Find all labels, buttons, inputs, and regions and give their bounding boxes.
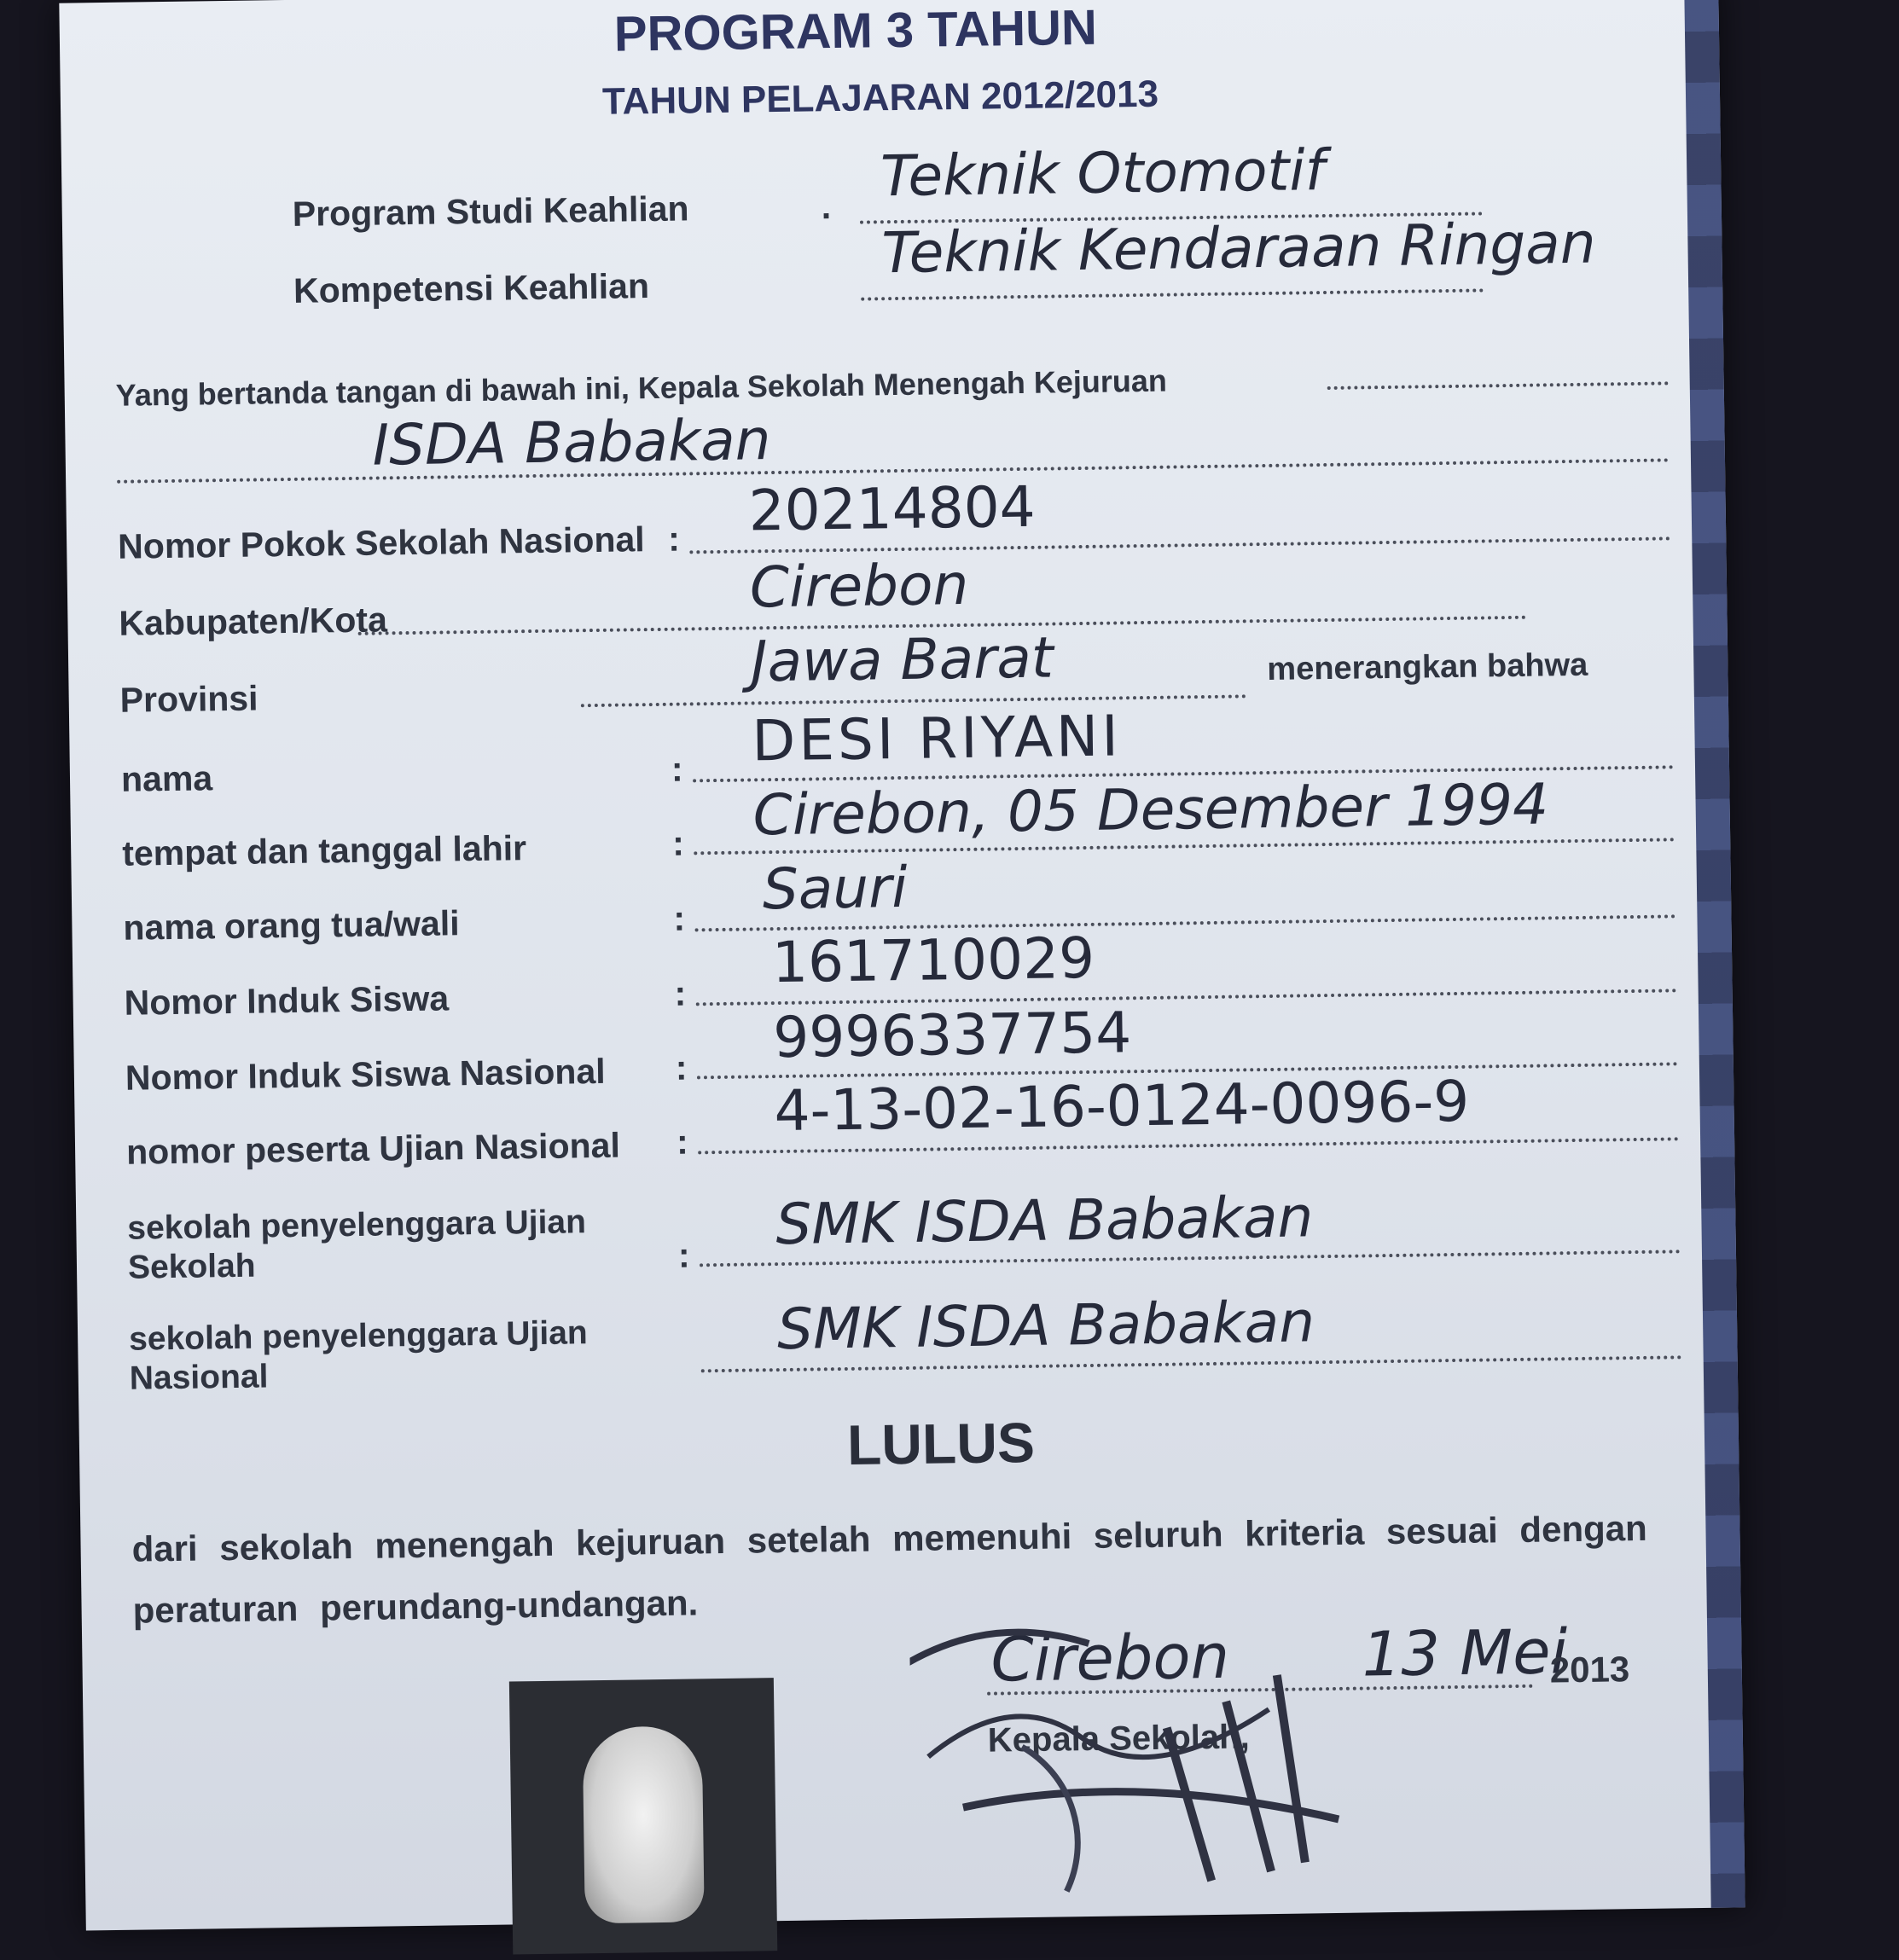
result-lulus: LULUS xyxy=(846,1410,1036,1476)
npsn-value: 20214804 xyxy=(748,473,1037,544)
provinsi-label: Provinsi xyxy=(119,678,258,720)
nisn-value: 9996337754 xyxy=(772,1000,1132,1071)
signature-title: Kepala Sekolah, xyxy=(987,1718,1250,1760)
binder-edge xyxy=(1684,0,1745,1908)
ortu-label: nama orang tua/wali xyxy=(123,903,460,948)
signature-year: 2013 xyxy=(1549,1649,1630,1690)
program-title: PROGRAM 3 TAHUN xyxy=(613,0,1098,62)
signature-date: 13 Mei xyxy=(1361,1615,1568,1690)
ortu-value: Sauri xyxy=(762,854,909,923)
academic-year: TAHUN PELAJARAN 2012/2013 xyxy=(601,72,1159,123)
sekolah-us-label-2: Sekolah xyxy=(127,1247,256,1286)
npsn-label: Nomor Pokok Sekolah Nasional xyxy=(117,519,645,566)
ttl-label: tempat dan tanggal lahir xyxy=(121,828,527,873)
sekolah-un-label-1: sekolah penyelenggara Ujian xyxy=(128,1314,588,1358)
statement-line-2: peraturan perundang-undangan. xyxy=(132,1582,699,1631)
menerangkan-text: menerangkan bahwa xyxy=(1267,647,1588,687)
nis-value: 161710029 xyxy=(771,925,1095,996)
peserta-un-value: 4-13-02-16-0124-0096-9 xyxy=(773,1068,1470,1145)
sekolah-us-value: SMK ISDA Babakan xyxy=(775,1184,1314,1258)
kabupaten-value: Cirebon xyxy=(749,551,969,621)
provinsi-value: Jawa Barat xyxy=(750,624,1054,695)
sekolah-us-label-1: sekolah penyelenggara Ujian xyxy=(127,1203,587,1247)
kabupaten-label: Kabupaten/Kota xyxy=(119,600,388,643)
ttl-value: Cirebon, 05 Desember 1994 xyxy=(752,771,1549,849)
nis-label: Nomor Induk Siswa xyxy=(124,978,450,1023)
program-studi-value: Teknik Otomotif xyxy=(880,136,1326,210)
intro-text: Yang bertanda tangan di bawah ini, Kepala Sekolah Menengah Kejuruan xyxy=(115,362,1168,413)
kompetensi-value: Teknik Kendaraan Ringan xyxy=(880,210,1597,287)
school-name: ISDA Babakan xyxy=(372,407,771,478)
signature-place: Cirebon xyxy=(990,1620,1230,1696)
student-face xyxy=(583,1725,705,1923)
kompetensi-label: Kompetensi Keahlian xyxy=(293,266,650,310)
certificate-paper: PROGRAM 3 TAHUN TAHUN PELAJARAN 2012/2013 Program Studi Keahlian . Teknik Otomotif Kompetensi Keahlian Teknik Kendaraan Ringan Yang bertanda tangan di bawah ini, Kepala Sekolah Menengah Kejuruan ISDA Babakan Nomor Pokok Sekolah Nasional : 20214804 Kabupaten/Kota Cirebon Provinsi Jawa Barat menerangkan bahwa nama : DESI RIYANI tempat dan tanggal lahir : Cirebon, 05 Desember 1994 nama orang tua/wali : Sauri Nomor Induk Siswa : 161710029 Nomor Induk Siswa Nasional : 9996337754 nomor peserta Ujian Nasional : 4-13-02-16-0124-0096-9 sekolah penyelenggara Ujian Sekolah : SMK ISDA Babakan sekolah penyelenggara Ujian Nasional SMK ISDA Babakan LULUS dari sekolah menengah kejuruan setelah memenuhi seluruh kriteria sesuai dengan peraturan perundang-undangan. Cirebon 13 Mei 2013 Kepala Sekolah, xyxy=(59,0,1745,1930)
nama-value: DESI RIYANI xyxy=(751,703,1123,774)
sekolah-un-value: SMK ISDA Babakan xyxy=(776,1289,1315,1363)
sekolah-un-label-2: Nasional xyxy=(129,1358,269,1397)
nisn-label: Nomor Induk Siswa Nasional xyxy=(125,1051,606,1098)
signature-stamp-graphic xyxy=(909,1604,1443,1902)
peserta-un-label: nomor peserta Ujian Nasional xyxy=(125,1125,621,1172)
student-photo xyxy=(509,1678,777,1954)
nama-label: nama xyxy=(120,758,213,799)
statement-line-1: dari sekolah menengah kejuruan setelah memenuhi seluruh kriteria sesuai dengan xyxy=(131,1507,1648,1569)
program-studi-label: Program Studi Keahlian xyxy=(292,188,689,234)
